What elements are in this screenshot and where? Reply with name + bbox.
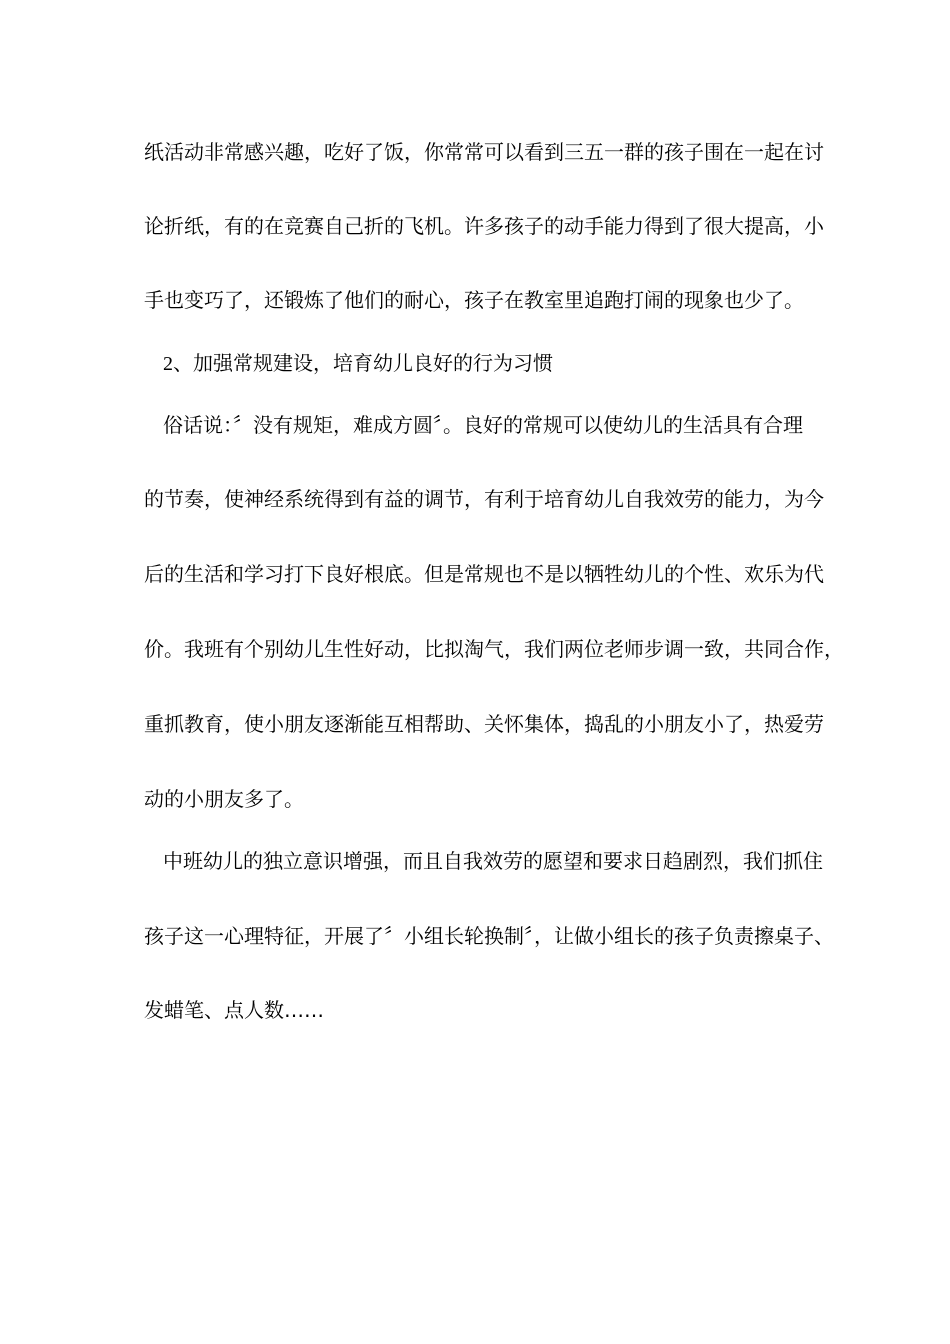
- section-number: 2: [163, 353, 173, 375]
- paragraph-line: 发蜡笔、点人数……: [144, 998, 324, 1022]
- paragraph-line: 孩子这一心理特征，开展了〞小组长轮换制〞，让做小组长的孩子负责擦桌子、: [144, 924, 834, 948]
- paragraph-line: 俗话说：〞没有规矩，难成方圆〞。良好的常规可以使幼儿的生活具有合理: [163, 413, 803, 437]
- section-heading: [163, 350, 553, 377]
- paragraph-line: 的节奏，使神经系统得到有益的调节，有利于培育幼儿自我效劳的能力，为今: [144, 487, 824, 511]
- paragraph-line: 动的小朋友多了。: [144, 787, 304, 811]
- paragraph-line: 重抓教育，使小朋友逐渐能互相帮助、关怀集体，捣乱的小朋友小了，热爱劳: [144, 712, 824, 736]
- paragraph-line: 论折纸，有的在竞赛自己折的飞机。许多孩子的动手能力得到了很大提高，小: [144, 214, 824, 238]
- paragraph-line: 纸活动非常感兴趣，吃好了饭，你常常可以看到三五一群的孩子围在一起在讨: [144, 140, 824, 164]
- section-heading-text: 、加强常规建设，培育幼儿良好的行为习惯: [173, 351, 553, 375]
- paragraph-line: 中班幼儿的独立意识增强，而且自我效劳的愿望和要求日趋剧烈，我们抓住: [163, 849, 823, 873]
- paragraph-line: 后的生活和学习打下良好根底。但是常规也不是以牺牲幼儿的个性、欢乐为代: [144, 562, 824, 586]
- paragraph-line: 价。我班有个别幼儿生性好动，比拟淘气，我们两位老师步调一致，共同合作，: [144, 637, 844, 661]
- paragraph-line: 手也变巧了，还锻炼了他们的耐心，孩子在教室里追跑打闹的现象也少了。: [144, 288, 804, 312]
